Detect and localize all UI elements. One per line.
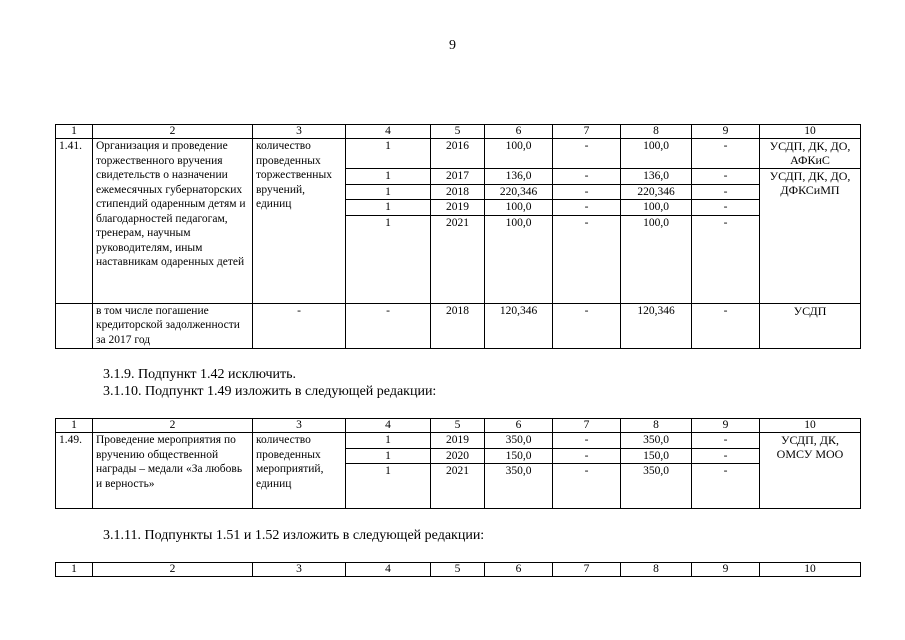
cell-c3: - <box>253 303 346 348</box>
col-number: 10 <box>760 563 861 577</box>
item-number: 1.49. <box>56 433 93 509</box>
cell-c4: 1 <box>346 169 431 185</box>
col-number: 2 <box>93 563 253 577</box>
table-item-1-41 <box>55 124 861 349</box>
col-number: 3 <box>253 419 346 433</box>
col-number: 8 <box>621 563 692 577</box>
item-number: 1.41. <box>56 139 93 304</box>
cell-executor: УСДП, ДК, ОМСУ МОО <box>760 433 861 509</box>
cell-c8: 120,346 <box>621 303 692 348</box>
col-number: 5 <box>431 419 485 433</box>
cell-c8: 150,0 <box>621 448 692 464</box>
cell-c9: - <box>692 433 760 449</box>
item-description: Организация и проведение торжественного вручения свидетельств о назначении ежемесячных губернаторских стипендий одаренным детям и благодарностей педагогам, тренерам, научным руководителям, иным наставникам одаренных детей <box>93 139 253 304</box>
cell-year: 2020 <box>431 448 485 464</box>
page-number: 9 <box>449 38 456 53</box>
table-header-row <box>56 125 861 139</box>
cell-c8: 220,346 <box>621 184 692 200</box>
col-number: 7 <box>553 419 621 433</box>
cell-year: 2018 <box>431 184 485 200</box>
cell-c9: - <box>692 169 760 185</box>
paragraph-3-1-11: 3.1.11. Подпункты 1.51 и 1.52 изложить в следующей редакции: <box>103 528 485 543</box>
col-number: 3 <box>253 125 346 139</box>
cell-c7: - <box>553 184 621 200</box>
col-number: 3 <box>253 563 346 577</box>
col-number: 9 <box>692 563 760 577</box>
cell-c8: 100,0 <box>621 200 692 216</box>
cell-year: 2021 <box>431 215 485 303</box>
cell-c9: - <box>692 215 760 303</box>
table-row <box>56 433 861 449</box>
col-number: 5 <box>431 125 485 139</box>
cell-c4: 1 <box>346 200 431 216</box>
col-number: 5 <box>431 563 485 577</box>
cell-c9: - <box>692 303 760 348</box>
col-number: 9 <box>692 125 760 139</box>
cell-c9: - <box>692 464 760 509</box>
cell-c6: 120,346 <box>485 303 553 348</box>
col-number: 6 <box>485 125 553 139</box>
cell-c6: 220,346 <box>485 184 553 200</box>
table-row-sub <box>56 303 861 348</box>
cell-year: 2016 <box>431 139 485 169</box>
cell-c6: 150,0 <box>485 448 553 464</box>
cell-year: 2019 <box>431 433 485 449</box>
item-description: Проведение мероприятия по вручению общественной награды – медали «За любовь и верность» <box>93 433 253 509</box>
paragraph-3-1-10: 3.1.10. Подпункт 1.49 изложить в следующей редакции: <box>103 384 437 399</box>
cell-c6: 350,0 <box>485 464 553 509</box>
col-number: 2 <box>93 125 253 139</box>
col-number: 4 <box>346 563 431 577</box>
cell-year: 2019 <box>431 200 485 216</box>
col-number: 2 <box>93 419 253 433</box>
cell-c8: 136,0 <box>621 169 692 185</box>
cell-c4: 1 <box>346 464 431 509</box>
item-indicator: количество проведенных торжественных вручений, единиц <box>253 139 346 304</box>
cell-c7: - <box>553 448 621 464</box>
col-number: 10 <box>760 419 861 433</box>
table-row <box>56 139 861 169</box>
cell-c7: - <box>553 169 621 185</box>
cell-c9: - <box>692 184 760 200</box>
cell-c6: 136,0 <box>485 169 553 185</box>
col-number: 7 <box>553 563 621 577</box>
cell-c4: 1 <box>346 184 431 200</box>
cell-c7: - <box>553 303 621 348</box>
cell-c4: - <box>346 303 431 348</box>
col-number: 7 <box>553 125 621 139</box>
col-number: 6 <box>485 419 553 433</box>
col-number: 10 <box>760 125 861 139</box>
col-number: 1 <box>56 419 93 433</box>
table-items-1-51-1-52 <box>55 562 861 577</box>
col-number: 1 <box>56 563 93 577</box>
cell-year: 2017 <box>431 169 485 185</box>
cell-executor: УСДП <box>760 303 861 348</box>
cell-c8: 100,0 <box>621 139 692 169</box>
cell-executor: УСДП, ДК, ДО, ДФКСиМП <box>760 169 861 304</box>
item-description: в том числе погашение кредиторской задолженности за 2017 год <box>93 303 253 348</box>
cell-executor: УСДП, ДК, ДО, АФКиС <box>760 139 861 169</box>
cell-year: 2018 <box>431 303 485 348</box>
cell-c9: - <box>692 448 760 464</box>
cell-c8: 350,0 <box>621 433 692 449</box>
cell-c7: - <box>553 464 621 509</box>
col-number: 8 <box>621 419 692 433</box>
col-number: 1 <box>56 125 93 139</box>
col-number: 6 <box>485 563 553 577</box>
col-number: 8 <box>621 125 692 139</box>
cell-year: 2021 <box>431 464 485 509</box>
item-indicator: количество проведенных мероприятий, единиц <box>253 433 346 509</box>
cell-c7: - <box>553 433 621 449</box>
cell-empty <box>56 303 93 348</box>
cell-c7: - <box>553 200 621 216</box>
col-number: 9 <box>692 419 760 433</box>
cell-c6: 100,0 <box>485 200 553 216</box>
cell-c6: 100,0 <box>485 215 553 303</box>
cell-c7: - <box>553 215 621 303</box>
paragraph-3-1-9: 3.1.9. Подпункт 1.42 исключить. <box>103 367 297 382</box>
cell-c4: 1 <box>346 215 431 303</box>
cell-c4: 1 <box>346 139 431 169</box>
table-header-row <box>56 563 861 577</box>
cell-c9: - <box>692 200 760 216</box>
cell-c8: 350,0 <box>621 464 692 509</box>
col-number: 4 <box>346 419 431 433</box>
col-number: 4 <box>346 125 431 139</box>
table-header-row <box>56 419 861 433</box>
cell-c6: 100,0 <box>485 139 553 169</box>
cell-c9: - <box>692 139 760 169</box>
cell-c4: 1 <box>346 433 431 449</box>
cell-c8: 100,0 <box>621 215 692 303</box>
table-item-1-49 <box>55 418 861 509</box>
cell-c7: - <box>553 139 621 169</box>
cell-c6: 350,0 <box>485 433 553 449</box>
cell-c4: 1 <box>346 448 431 464</box>
